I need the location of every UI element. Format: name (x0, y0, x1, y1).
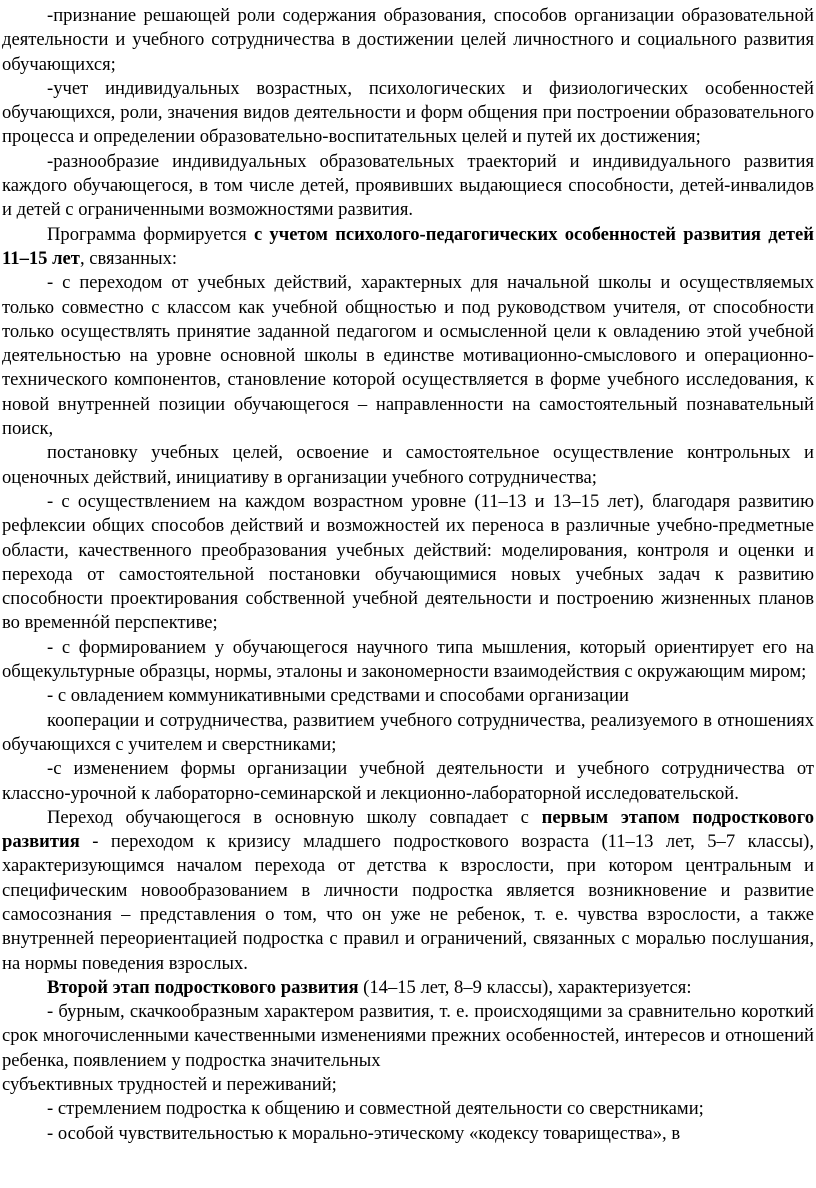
paragraph-text: Переход обучающегося в основную школу совпадает с (47, 806, 542, 828)
paragraph-reflection: - с осуществлением на каждом возрастном уровне (11–13 и 13–15 лет), благодаря развитию рефлексии общих способов действий и возможностей их переноса в различные учебно-предметные области, качественного преобразования учебных действий: моделирования, контроля и оценки и перехода от самостоятельной постановки обучающимися новых учебных задач к развитию способности проектирования собственной учебной деятельности и построению жизненных планов во временнóй перспективе; (2, 490, 814, 634)
paragraph-peer-communication: - стремлением подростка к общению и совместной деятельности со сверстниками; (47, 1098, 704, 1120)
paragraph-principle-age-features: -учет индивидуальных возрастных, психологических и физиологических особенностей обучающихся, роли, значения видов деятельности и форм общения при построении образовательного процесса и определении образовательно-воспитательных целей и путей их достижения; (2, 77, 814, 148)
paragraph-text: , связанных: (79, 247, 178, 269)
paragraph-cooperation: кооперации и сотрудничества, развитием учебного сотрудничества, реализуемого в отношениях обучающихся с учителем и сверстниками; (2, 709, 814, 755)
paragraph-second-stage (2, 976, 814, 1000)
paragraph-text: (14–15 лет, 8–9 классы), характеризуется: (358, 976, 692, 998)
paragraph-subjective-difficulties: субъективных трудностей и переживаний; (2, 1074, 337, 1096)
paragraph-text: Программа формируется (47, 223, 254, 245)
paragraph-program-formed (2, 223, 814, 272)
paragraph-text: - переходом к кризису младшего подросткового возраста (11–13 лет, 5–7 классы), характеризующимся началом перехода от детства к взрослости, при котором центральным и специфическим новообразованием в личности подростка является возникновение и развитие самосознания – представления о том, что он уже не ребенок, т. е. чувства взрослости, а также внутренней переориентацией подростка с правил и ограничений, связанных с моралью послушания, на нормы поведения взрослых. (2, 831, 814, 974)
paragraph-principle-trajectories: -разнообразие индивидуальных образовательных траекторий и индивидуального развития каждого обучающегося, в том числе детей, проявивших выдающиеся способности, детей-инвалидов и детей с ограниченными возможностями развития. (2, 150, 814, 221)
bold-phrase: первым этапом подросткового развития (2, 806, 814, 853)
bold-phrase: с учетом психолого-педагогических особенностей развития детей 11–15 лет (2, 223, 814, 269)
paragraph-goal-setting: постановку учебных целей, освоение и самостоятельное осуществление контрольных и оценочных действий, инициативу в организации учебного сотрудничества; (2, 442, 814, 488)
paragraph-transition-learning-actions: - с переходом от учебных действий, характерных для начальной школы и осуществляемых только совместно с классом как учебной общностью и под руководством учителя, от способности только осуществлять принятие заданной педагогом и осмысленной цели к овладению этой учебной деятельностью на уровне основной школы в единстве мотивационно-смыслового и операционно-технического компонентов, становление которой осуществляется в форме учебного исследования, к новой внутренней позиции обучающегося – направленности на самостоятельный познавательный поиск, (2, 272, 814, 440)
bold-phrase: Второй этап подросткового развития (47, 976, 359, 998)
paragraph-moral-sensitivity: - особой чувствительностью к морально-этическому «кодексу товарищества», в (47, 1122, 681, 1144)
paragraph-form-change: -с изменением формы организации учебной деятельности и учебного сотрудничества от классно-урочной к лабораторно-семинарской и лекционно-лабораторной исследовательской. (2, 758, 814, 804)
paragraph-first-stage (2, 806, 814, 976)
paragraph-scientific-thinking: - с формированием у обучающегося научного типа мышления, который ориентирует его на общекультурные образцы, нормы, эталоны и закономерности взаимодействия с окружающим миром; (2, 636, 814, 683)
paragraph-rapid-development: - бурным, скачкообразным характером развития, т. е. происходящими за сравнительно короткий срок многочисленными качественными изменениями прежних особенностей, интересов и отношений ребенка, появлением у подростка значительных (2, 1001, 814, 1071)
paragraph-principle-content-role: -признание решающей роли содержания образования, способов организации образовательной деятельности и учебного сотрудничества в достижении целей личностного и социального развития обучающихся; (2, 5, 814, 75)
paragraph-communicative-means: - с овладением коммуникативными средствами и способами организации (47, 685, 629, 707)
